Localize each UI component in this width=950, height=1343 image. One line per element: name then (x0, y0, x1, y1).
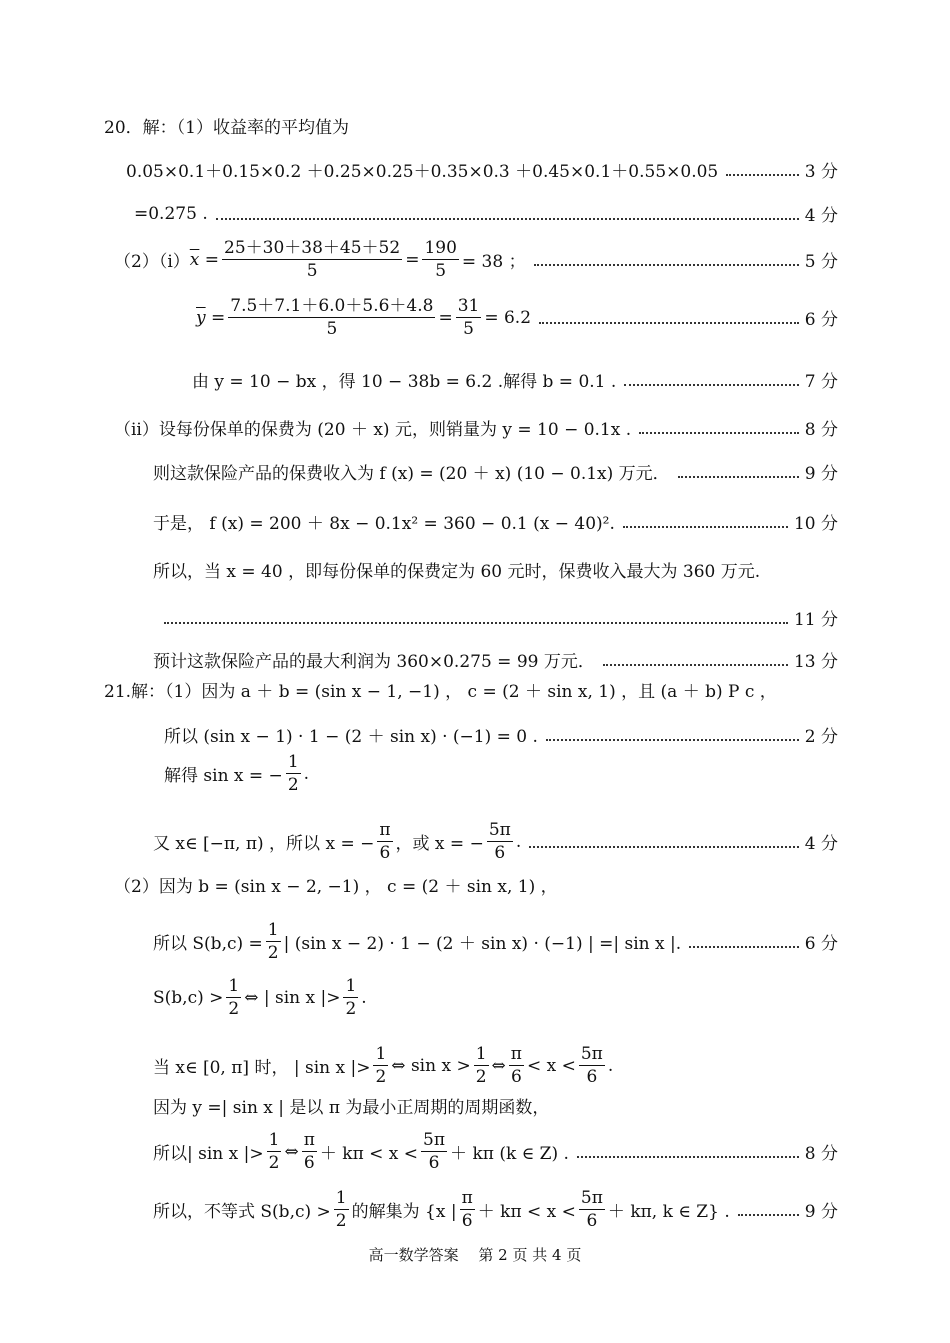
leader-dots (529, 846, 799, 848)
fraction-denominator: 6 (428, 1153, 440, 1173)
fraction (474, 1044, 489, 1087)
fraction-denominator: 6 (303, 1153, 315, 1173)
q20-line11 (153, 647, 838, 672)
q21-line9-pre: 所以| sin x |> (153, 1144, 264, 1164)
fraction-numerator: 1 (287, 752, 299, 772)
q21-line3-mid: ，或 x = − (395, 834, 484, 854)
q21-line9-mid: ⇔ (284, 1141, 299, 1162)
q20-line6-text: （ii）设每份保单的保费为 (20 ＋ x) 元，则销量为 y = 10 − 0.1x . (114, 420, 632, 440)
q20-line1 (126, 157, 838, 182)
q20-line7-text: 则这款保险产品的保费收入为 f (x) = (20 ＋ x) (10 − 0.1x) 万元． (153, 464, 670, 484)
q21-line3-text: 又 x∈ [−π, π) ，所以 x = − (153, 834, 375, 854)
fraction-numerator: 190 (424, 238, 457, 258)
q20-line5-text: 由 y = 10 − bx ，得 10 − 38b = 6.2 .解得 b = 0.1 . (192, 372, 617, 392)
ybar-fraction (228, 296, 435, 339)
fraction-denominator: 5 (435, 261, 447, 281)
q20-line1-text: 0.05×0.1＋0.15×0.2 ＋0.25×0.25＋0.35×0.3 ＋0.45×0.1＋0.55×0.05 (126, 162, 719, 182)
xbar-fraction2 (422, 238, 458, 281)
q20-xbar-line: （2）（i） $\overline{x}$ = $\frac{25+30+38+45+52}{5}$ = $\frac{190}{5}$ = 38 ； 5 分 (114, 238, 838, 281)
q21-title: 21.解：（1）因为 a ＋ b = (sin x − 1, −1) ， c = (2 ＋ sin x, 1) ，且 (a ＋ b) P c ， (104, 682, 777, 702)
q20-line2 (134, 201, 838, 226)
fraction-denominator: 2 (287, 775, 299, 795)
fraction-numerator: 5π (488, 820, 511, 840)
leader-dots (539, 322, 799, 324)
leader-dots (623, 526, 788, 528)
q21-line4: （2）因为 b = (sin x − 2, −1) ， c = (2 ＋ sin x, 1) ， (114, 877, 558, 897)
xbar-symbol: $\overline{x}$ = (189, 249, 220, 270)
score: 9 分 (804, 1202, 838, 1222)
leader-dots (216, 218, 799, 220)
q20-part-label: （2）（i） (114, 252, 190, 272)
fraction (421, 1130, 447, 1173)
fraction-denominator: 5 (463, 319, 474, 339)
q21-line1-text: 所以 (sin x − 1) · 1 − (2 ＋ sin x) · (−1) = 0 . (164, 727, 538, 747)
q20-line2-text: =0.275 . (134, 203, 208, 224)
fraction-denominator: 2 (375, 1067, 387, 1087)
q21-line1 (164, 722, 838, 747)
fraction (377, 820, 392, 863)
fraction (509, 1044, 524, 1087)
q21-line7: 当 x∈ [0, π] 时， | sin x |> $\frac{1}{2}$ ⇔ sin x > $\frac{1}{2}$ ⇔ $\frac{\pi}{6}$ < x < $\frac{5\pi}{6}$ . (153, 1044, 614, 1087)
q20-line8-text: 于是， f (x) = 200 ＋ 8x − 0.1x² = 360 − 0.1 (x − 40)². (153, 514, 615, 534)
fraction-numerator: π (379, 820, 391, 840)
xbar-result: = 38 ； (461, 252, 526, 272)
ybar-result: = 6.2 (484, 307, 532, 328)
score: 8 分 (804, 1144, 838, 1164)
fraction (334, 1188, 349, 1231)
fraction-numerator: 5π (423, 1130, 446, 1150)
fraction-numerator: 5π (580, 1044, 603, 1064)
leader-dots (164, 622, 788, 624)
q21-line10-mid: 的解集为 {x | (351, 1202, 457, 1222)
fraction-numerator: π (510, 1044, 522, 1064)
fraction (579, 1188, 605, 1231)
score: 4 分 (804, 206, 838, 226)
score: 6 分 (804, 310, 838, 330)
xbar-fraction (222, 238, 402, 281)
score: 4 分 (804, 834, 838, 854)
score: 9 分 (804, 464, 838, 484)
q21-line6: S(b,c) > $\frac{1}{2}$ ⇔ | sin x |> $\frac{1}{2}$ . (153, 976, 367, 1019)
fraction-numerator: 1 (375, 1044, 387, 1064)
fraction-denominator: 5 (306, 261, 318, 281)
q21-line5 (153, 920, 838, 963)
score: 8 分 (804, 420, 838, 440)
ybar-symbol: $\overline{y}$ = (196, 307, 226, 328)
score: 6 分 (804, 934, 838, 954)
q20-line6 (114, 415, 838, 440)
score: 13 分 (793, 652, 838, 672)
fraction (226, 976, 241, 1019)
q21-line10 (153, 1188, 838, 1231)
q21-line9-b: ＋ kπ (k ∈ Z) . (450, 1144, 569, 1164)
fraction (373, 1044, 388, 1087)
fraction (460, 1188, 475, 1231)
leader-dots (726, 174, 799, 176)
q20-line10 (164, 605, 838, 630)
fraction-numerator: 1 (228, 976, 240, 996)
fraction-denominator: 6 (586, 1211, 598, 1231)
fraction-numerator: 31 (457, 296, 480, 316)
score: 10 分 (793, 514, 838, 534)
score: 7 分 (804, 372, 838, 392)
q21-line3: 又 x∈ [−π, π) ，所以 x = − $\frac{\pi}{6}$ ，或 x = − $\frac{5\pi}{6}$ . 4 分 (153, 820, 838, 863)
leader-dots (546, 739, 799, 741)
q21-line2: 解得 sin x = − $\frac{1}{2}$ . (164, 752, 310, 795)
q21-line6-pre: S(b,c) > (153, 987, 224, 1008)
q21-line7-lt: < x < (526, 1055, 576, 1076)
q20-line5 (192, 367, 838, 392)
fraction (302, 1130, 317, 1173)
q21-line7-pre: 当 x∈ [0, π] 时， | sin x |> (153, 1058, 371, 1078)
leader-dots (639, 432, 799, 434)
q21-line10-a: ＋ kπ < x < (477, 1202, 576, 1222)
ybar-fraction2 (456, 296, 482, 339)
q21-line5-pre: 所以 S(b,c) = (153, 934, 263, 954)
leader-dots (577, 1156, 799, 1158)
score: 3 分 (804, 162, 838, 182)
q20-line9: 所以，当 x = 40 ，即每份保单的保费定为 60 元时，保费收入最大为 360 万元. (153, 562, 761, 582)
leader-dots (534, 264, 799, 266)
fraction (487, 820, 513, 863)
q21-line9-a: ＋ kπ < x < (319, 1144, 419, 1164)
fraction-numerator: 1 (475, 1044, 487, 1064)
score: 2 分 (804, 727, 838, 747)
fraction-denominator: 2 (475, 1067, 487, 1087)
fraction-numerator: 5π (580, 1188, 603, 1208)
fraction (267, 1130, 282, 1173)
fraction-numerator: 1 (345, 976, 357, 996)
fraction (266, 920, 281, 963)
fraction-denominator: 2 (268, 1153, 280, 1173)
leader-dots (678, 476, 799, 478)
q21-line9 (153, 1130, 838, 1173)
leader-dots (689, 946, 799, 948)
leader-dots (738, 1214, 799, 1216)
fraction-denominator: 2 (228, 999, 240, 1019)
fraction-numerator: 1 (267, 920, 279, 940)
fraction-numerator: 7.5＋7.1＋6.0＋5.6＋4.8 (230, 296, 434, 316)
fraction (579, 1044, 605, 1087)
fraction-denominator: 6 (379, 843, 391, 863)
leader-dots (624, 384, 798, 386)
fraction-denominator: 6 (586, 1067, 598, 1087)
q21-line2-text: 解得 sin x = − (164, 766, 283, 786)
fraction-numerator: π (303, 1130, 315, 1150)
fraction-numerator: 1 (268, 1130, 280, 1150)
fraction (343, 976, 358, 1019)
fraction-numerator: 25＋30＋38＋45＋52 (224, 238, 401, 258)
leader-dots (603, 664, 788, 666)
q21-line7-mid2: ⇔ (491, 1055, 506, 1076)
fraction-denominator: 5 (326, 319, 338, 339)
q20-line8 (153, 509, 838, 534)
q21-line5-post: | (sin x − 2) · 1 − (2 ＋ sin x) · (−1) | =| sin x |. (283, 934, 682, 954)
fraction (286, 752, 301, 795)
fraction-denominator: 2 (267, 943, 279, 963)
fraction-numerator: π (461, 1188, 473, 1208)
page-footer: 高一数学答案 第 2 页 共 4 页 (368, 1246, 582, 1264)
score: 11 分 (793, 610, 838, 630)
fraction-denominator: 2 (335, 1211, 347, 1231)
fraction-denominator: 6 (494, 843, 506, 863)
q21-line10-b: ＋ kπ, k ∈ Z} . (607, 1202, 730, 1222)
fraction-denominator: 2 (345, 999, 357, 1019)
q20-line11-text: 预计这款保险产品的最大利润为 360×0.275 = 99 万元． (153, 652, 595, 672)
q21-line6-mid: ⇔ | sin x |> (244, 987, 341, 1008)
q20-title: 20．解：（1）收益率的平均值为 (104, 118, 349, 138)
q21-line10-pre: 所以，不等式 S(b,c) > (153, 1202, 331, 1222)
q20-ybar-line: $\overline{y}$ = $\frac{7.5+7.1+6.0+5.6+4.8}{5}$ = $\frac{31}{5}$ = 6.2 6 分 (196, 296, 838, 339)
q21-line8: 因为 y =| sin x | 是以 π 为最小正周期的周期函数， (153, 1098, 550, 1118)
fraction-denominator: 6 (510, 1067, 522, 1087)
fraction-numerator: 1 (335, 1188, 347, 1208)
q21-line7-mid: ⇔ sin x > (391, 1055, 471, 1076)
score: 5 分 (804, 252, 838, 272)
q20-line7 (153, 459, 838, 484)
fraction-denominator: 6 (461, 1211, 473, 1231)
